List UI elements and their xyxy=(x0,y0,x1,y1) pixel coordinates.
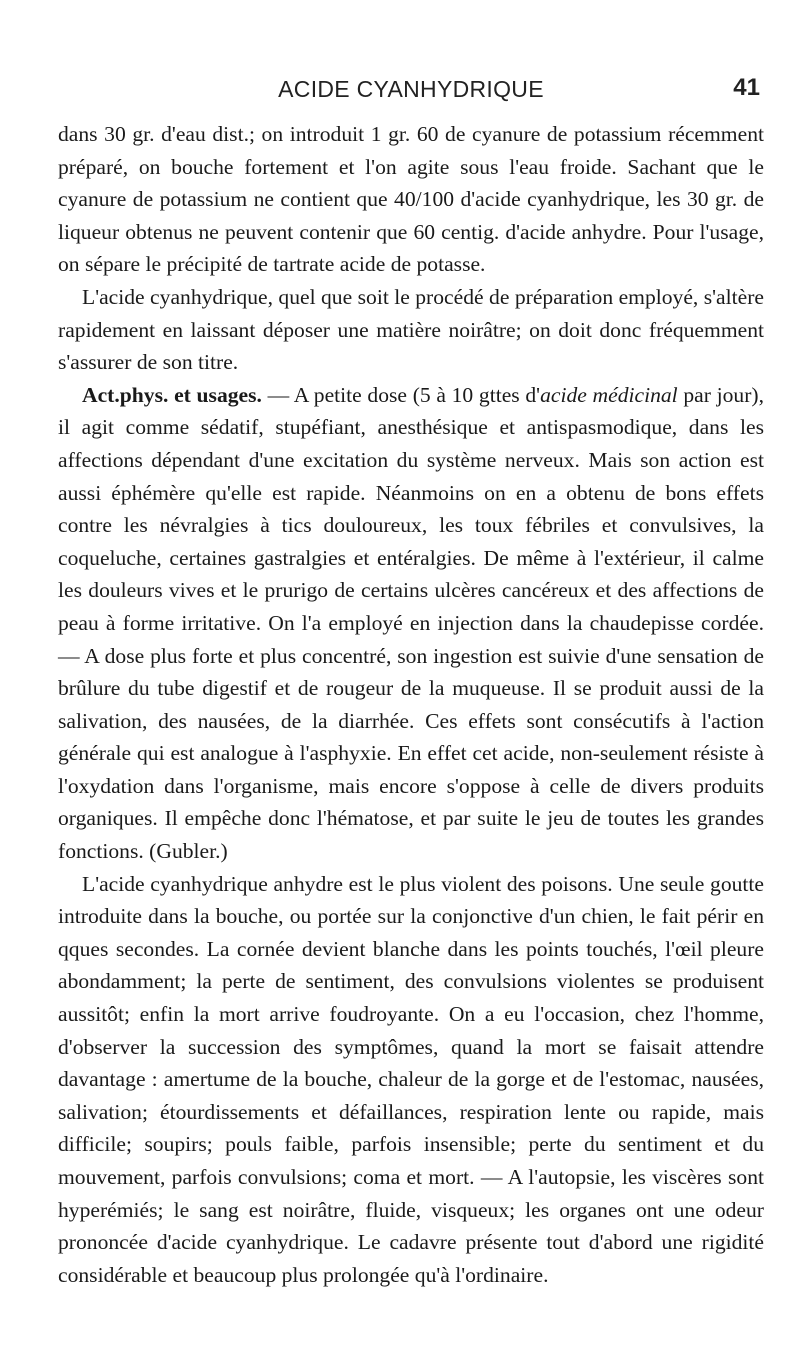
running-head: ACIDE CYANHYDRIQUE xyxy=(278,76,544,102)
paragraph-actions-usages xyxy=(58,379,764,868)
paragraph-toxicity: L'acide cyanhydrique anhydre est le plus violent des poisons. Une seule goutte introduite dans la bouche, ou portée sur la conjonctive d'un chien, le fait périr en qques secondes. La cornée devient blanche dans les points touchés, l'œil pleure abondamment; la perte de sentiment, des convulsions violentes se produisent aussitôt; enfin la mort arrive foudroyante. On a eu l'occasion, chez l'homme, d'observer la succession des symptômes, quand la mort se faisait attendre davantage : amertume de la bouche, chaleur de la gorge et de l'estomac, nausées, salivation; étourdissements et défaillances, respiration lente ou rapide, mais difficile; soupirs; pouls faible, parfois insensible; perte du sentiment et du mouvement, parfois convulsions; coma et mort. — A l'autopsie, les viscères sont hyperémiés; le sang est noirâtre, fluide, visqueux; les organes ont une odeur prononcée d'acide cyanhydrique. Le cadavre présente tout d'abord une rigidité considérable et beaucoup plus prolongée qu'à l'ordinaire. xyxy=(58,871,764,1287)
paragraph-preparation: dans 30 gr. d'eau dist.; on introduit 1 gr. 60 de cyanure de potassium récemment préparé, on bouche fortement et l'on agite sous l'eau froide. Sachant que le cyanure de potassium ne contient que 40/100 d'acide cyanhydrique, les 30 gr. de liqueur obtenus ne peuvent contenir que 60 centig. d'acide anhydre. Pour l'usage, on sépare le précipité de tartrate acide de potasse. xyxy=(58,122,764,277)
paragraph-alteration: L'acide cyanhydrique, quel que soit le procédé de préparation employé, s'altère rapidement en laissant déposer une matière noirâtre; on doit donc fréquemment s'assurer de son titre. xyxy=(58,284,764,375)
page-header xyxy=(58,76,764,112)
section-lead: Act.phys. et usages. xyxy=(82,382,262,407)
paragraph-text: — A petite dose (5 à 10 gttes d' xyxy=(261,382,541,407)
page-number: 41 xyxy=(733,74,760,101)
italic-term: acide médicinal xyxy=(540,382,678,407)
page-body xyxy=(58,118,764,1291)
paragraph-text: par jour), il agit comme sédatif, stupéfiant, anesthésique et antispasmodique, dans les affections dépendant d'une excitation du système nerveux. Mais son action est aussi éphémère qu'elle est rapide. Néanmoins on en a obtenu de bons effets contre les névralgies à tics douloureux, les toux fébriles et convulsives, la coqueluche, certaines gastralgies et entéralgies. De même à l'extérieur, il calme les douleurs vives et le prurigo de certains ulcères cancéreux et des affections de peau à forme irritative. On l'a employé en injection dans la chaudepisse cordée. — A dose plus forte et plus concentré, son ingestion est suivie d'une sensation de brûlure du tube digestif et de rougeur de la muqueuse. Il se produit aussi de la salivation, des nausées, de la diarrhée. Ces effets sont consécutifs à l'action générale qui est analogue à l'asphyxie. En effet cet acide, non-seulement résiste à l'oxydation dans l'organisme, mais encore s'oppose à celle de divers produits organiques. Il empêche donc l'hématose, et par suite le jeu de toutes les grandes fonctions. (Gubler.) xyxy=(58,382,765,864)
